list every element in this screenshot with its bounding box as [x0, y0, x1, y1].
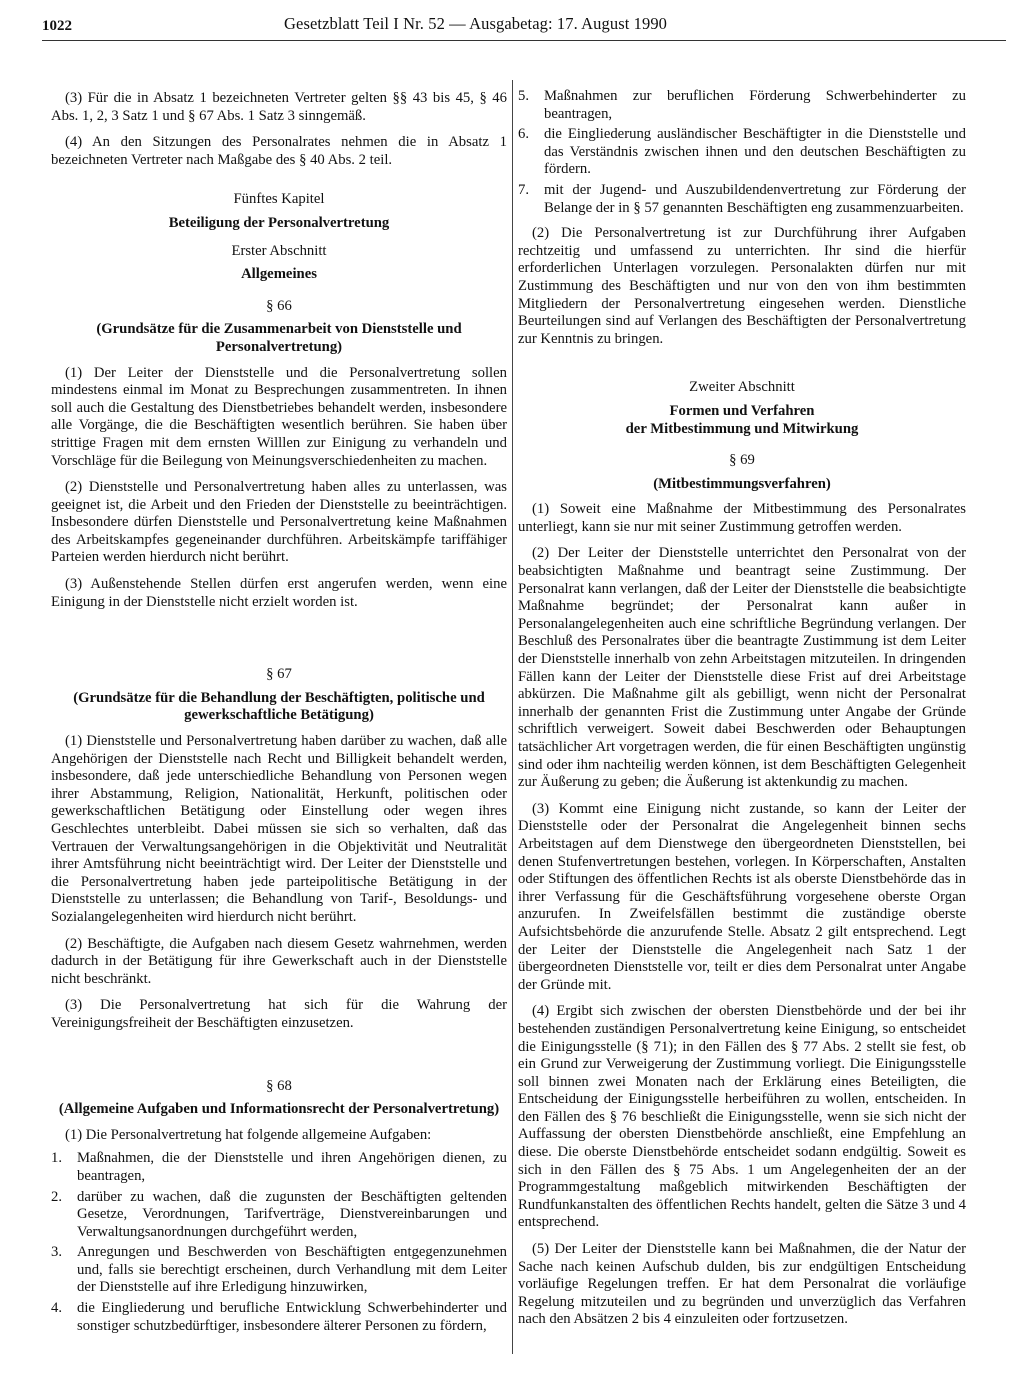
section-title: Formen und Verfahren: [669, 402, 815, 419]
section-title: Allgemeines: [241, 266, 317, 283]
list-item: [51, 1150, 507, 1185]
list-item-number: 3.: [51, 1244, 63, 1261]
paragraph-number: § 68: [266, 1077, 292, 1094]
paragraph: (2) Beschäftigte, die Aufgaben nach diesem Gesetz wahrnehmen, werden dadurch in der Betätigung für ihre Gewerkschaft auch in der Dienststelle nicht beschränkt.: [51, 935, 507, 987]
paragraph-number: § 69: [729, 452, 755, 469]
list-item-number: 6.: [518, 126, 530, 143]
paragraph: (3) Für die in Absatz 1 bezeichneten Vertreter gelten §§ 43 bis 45, § 46 Abs. 1, 2, 3 Satz 1 und § 67 Abs. 1 Satz 3 sinngemäß.: [51, 90, 507, 124]
paragraph: (1) Der Leiter der Dienststelle und die Personalvertretung sollen mindestens einmal im Monat zu Besprechungen zusammentreten. In ihnen soll auch die Gestaltung des Dienstbetriebes behandelt werden, insbesondere alle Vorgänge, die die Beschäftigten wesentlich berühren. Sie haben über strittige Fragen mit dem ernsten Willlen zur Einigung zu verhandeln und Vorschläge für die Beilegung von Meinungsverschiedenheiten zu machen.: [51, 364, 507, 469]
list-item: [51, 1300, 507, 1335]
paragraph-title: (Grundsätze für die Behandlung der Beschäftigten, politische und gewerkschaftliche Betätigung): [73, 689, 485, 724]
paragraph: (4) Ergibt sich zwischen der obersten Dienstbehörde und der bei ihr bestehenden zuständigen Personalvertretung keine Einigung, so entscheidet die Einigungsstelle (§ 71); in den Fällen des § 77 Abs. 2 stellt sie fest, ob ein Grund zur Verweigerung der Zustimmung vorliegt. Die Einigungsstelle soll binnen zwei Monaten nach der Erklärung eines Beteiligten, die Entscheidung der Einigungsstelle herbeiführen zu wollen, entscheiden. In den Fällen des § 76 beschließt die Einigungsstelle, wenn sie sich nicht der Auffassung der obersten Dienstbehörde anschließt, eine Empfehlung an diese. Die oberste Dienstbehörde entscheidet sodann endgültig. Soweit es sich in den Fällen des § 75 Abs. 1 um Angelegenheiten der an der Programmgestaltung maßgeblich mitwirkenden Beschäftigten der Rundfunkanstalten des öffentlichen Rechts handelt, gelten die Sätze 3 und 4 entsprechend.: [518, 1003, 966, 1231]
list-item: [518, 126, 966, 179]
list-item-text: Maßnahmen zur beruflichen Förderung Schwerbehinderter zu beantragen,: [544, 88, 966, 122]
list-item-text: die Eingliederung ausländischer Beschäftigter in die Dienststelle und das Verständnis zwischen ihnen und den deutschen Beschäftigten zu fördern.: [544, 126, 966, 178]
section-title: der Mitbestimmung und Mitwirkung: [625, 420, 859, 437]
list-item: [518, 88, 966, 123]
paragraph-title: (Allgemeine Aufgaben und Informationsrecht der Personalvertretung): [58, 1101, 500, 1118]
paragraph: (1) Die Personalvertretung hat folgende allgemeine Aufgaben:: [65, 1126, 432, 1143]
list-item-text: Anregungen und Beschwerden von Beschäftigten entgegenzunehmen und, falls sie berechtigt erscheinen, durch Verhandlung mit dem Leiter der Dienststelle auf ihre Erledigung hinzuwirken,: [77, 1244, 507, 1296]
paragraph-number: § 66: [266, 297, 292, 314]
list-item-text: die Eingliederung und berufliche Entwicklung Schwerbehinderter und sonstiger schutzbedürftiger, insbesondere älterer Personen zu fördern,: [77, 1300, 507, 1334]
page-header: [42, 10, 1006, 42]
chapter-title: Beteiligung der Personalvertretung: [168, 214, 390, 231]
list-item-text: darüber zu wachen, daß die zugunsten der Beschäftigten geltenden Gesetze, Verordnungen, Tarifverträge, Dienstvereinbarungen und Verwaltungsanordnungen durchgeführt werden,: [77, 1188, 507, 1240]
paragraph-number: § 67: [266, 666, 292, 683]
paragraph: (3) Kommt eine Einigung nicht zustande, so kann der Leiter der Dienststelle oder der Personalrat die Angelegenheit binnen sechs Arbeitstagen auf dem Dienstwege den übergeordneten Dienststellen, bei denen Stufenvertretungen bestehen, vorlegen. In Körperschaften, Anstalten oder Stiftungen des öffentlichen Rechts ist als oberste Dienstbehörde das in ihrer Verfassung für die Geschäftsführung vorgesehene oberste Organ anzurufen. In Zweifelsfällen bestimmt die zuständige oberste Aufsichtsbehörde die anzurufende Stelle. Absatz 2 gilt entsprechend. Legt der Leiter der Dienststelle die Angelegenheit nach Satz 1 der übergeordneten Dienststelle vor, teilt er dies dem Personalrat unter Angabe der Gründe mit.: [518, 800, 966, 993]
task-list-continued: [518, 88, 966, 217]
section-label: Zweiter Abschnitt: [689, 379, 795, 396]
list-item-text: mit der Jugend- und Auszubildendenvertretung zur Förderung der Belange der in § 57 genannten Beschäftigten eng zusammenzuarbeiten.: [544, 181, 966, 216]
paragraph: (2) Der Leiter der Dienststelle unterrichtet den Personalrat von der beabsichtigten Maßnahme und beantragt seine Zustimmung. Der Personalrat kann verlangen, daß der Leiter der Dienststelle die beabsichtigte Maßnahme begründet; der Personalrat kann außer in Personalangelegenheiten auch eine schriftliche Begründung verlangen. Der Beschluß des Personalrates über die beantragte Zustimmung ist dem Leiter der Dienststelle innerhalb von zehn Arbeitstagen mitzuteilen. In dringenden Fällen kann der Leiter der Dienststelle diese Frist auf drei Arbeitstage abkürzen. Die Maßnahme gilt als gebilligt, wenn nicht der Personalrat innerhalb der genannten Frist die Zustimmung unter Angabe der Gründe schriftlich verweigert. Soweit dabei Beschwerden oder Behauptungen tatsächlicher Art vorgetragen werden, die für einen Beschäftigten ungünstig sind oder ihm nachteilig werden können, ist dem Beschäftigten Gelegenheit zur Äußerung zu geben; die Äußerung ist aktenkundig zu machen.: [518, 545, 966, 791]
paragraph: (1) Soweit eine Maßnahme der Mitbestimmung des Personalrates unterliegt, kann sie nur mit seiner Zustimmung getroffen werden.: [518, 501, 966, 535]
left-column: [51, 90, 507, 1343]
paragraph: (3) Außenstehende Stellen dürfen erst angerufen werden, wenn eine Einigung in der Dienststelle nicht erzielt worden ist.: [51, 576, 507, 610]
list-item-number: 2.: [51, 1188, 63, 1205]
task-list: [51, 1150, 507, 1335]
paragraph: (2) Dienststelle und Personalvertretung haben alles zu unterlassen, was geeignet ist, die Arbeit und den Frieden der Dienststelle zu beeinträchtigen. Insbesondere dürfen Dienststelle und Personalvertretung keine Maßnahmen des Arbeitskampfes gegeneinander durchführen. Arbeitskämpfe tariffähiger Parteien werden hierdurch nicht berührt.: [51, 479, 507, 566]
paragraph: (3) Die Personalvertretung hat sich für die Wahrung der Vereinigungsfreiheit der Beschäftigten einzusetzen.: [51, 997, 507, 1031]
list-item-text: Maßnahmen, die der Dienststelle und ihren Angehörigen dienen, zu beantragen,: [77, 1150, 507, 1184]
running-title: Gesetzblatt Teil I Nr. 52 — Ausgabetag: 17. August 1990: [284, 14, 668, 33]
page-number: 1022: [42, 18, 72, 34]
column-divider: [512, 80, 513, 1354]
chapter-label: Fünftes Kapitel: [233, 191, 325, 208]
section-label: Erster Abschnitt: [231, 242, 327, 259]
list-item: [518, 182, 966, 217]
paragraph: (4) An den Sitzungen des Personalrates nehmen die in Absatz 1 bezeichneten Vertreter nach Maßgabe des § 40 Abs. 2 teil.: [51, 134, 507, 168]
paragraph: (1) Dienststelle und Personalvertretung haben darüber zu wachen, daß alle Angehörigen der Dienststelle nach Recht und Billigkeit behandelt werden, insbesondere, daß jede unterschiedliche Behandlung von Personen wegen ihrer Abstammung, Religion, Nationalität, Herkunft, politischen oder gewerkschaftlichen Betätigung oder Einstellung oder wegen ihres Geschlechtes unterbleibt. Dabei müssen sie sich so verhalten, daß das Vertrauen der Verwaltungsangehörigen in die Objektivität und Neutralität ihrer Amtsführung nicht beeinträchtigt wird. Der Leiter der Dienststelle und die Personalvertretung haben jede parteipolitische Betätigung in der Dienststelle zu unterlassen; die Behandlung von Tarif-, Besoldungs- und Sozialangelegenheiten wird hierdurch nicht berührt.: [51, 733, 507, 925]
paragraph: (2) Die Personalvertretung ist zur Durchführung ihrer Aufgaben rechtzeitig und umfassend zu unterrichten. Ihr sind die hierfür erforderlichen Unterlagen vorzulegen. Personalakten dürfen nur mit Zustimmung des Beschäftigten und nur von den von ihm bestimmten Mitgliedern der Personalvertretung eingesehen werden. Dienstliche Beurteilungen sind auf Verlangen des Beschäftigten der Personalvertretung zur Kenntnis zu bringen.: [518, 225, 966, 347]
paragraph-title: (Grundsätze für die Zusammenarbeit von Dienststelle und Personalvertretung): [96, 321, 462, 355]
list-item-number: 1.: [51, 1150, 63, 1167]
list-item: [51, 1244, 507, 1297]
paragraph-title: (Mitbestimmungsverfahren): [653, 475, 831, 492]
list-item-number: 5.: [518, 88, 530, 104]
right-column: [518, 88, 966, 1338]
paragraph: (5) Der Leiter der Dienststelle kann bei Maßnahmen, die der Natur der Sache nach keinen Aufschub dulden, bis zur endgültigen Entscheidung vorläufige Regelungen treffen. Er hat dem Personalrat die vorläufige Regelung mitzuteilen und zu begründen und unverzüglich das Verfahren nach den Absätzen 2 bis 4 einzuleiten oder fortzusetzen.: [518, 1241, 966, 1328]
header-rule: [42, 40, 1006, 41]
list-item-number: 4.: [51, 1300, 63, 1317]
list-item: [51, 1189, 507, 1242]
list-item-number: 7.: [518, 181, 530, 198]
